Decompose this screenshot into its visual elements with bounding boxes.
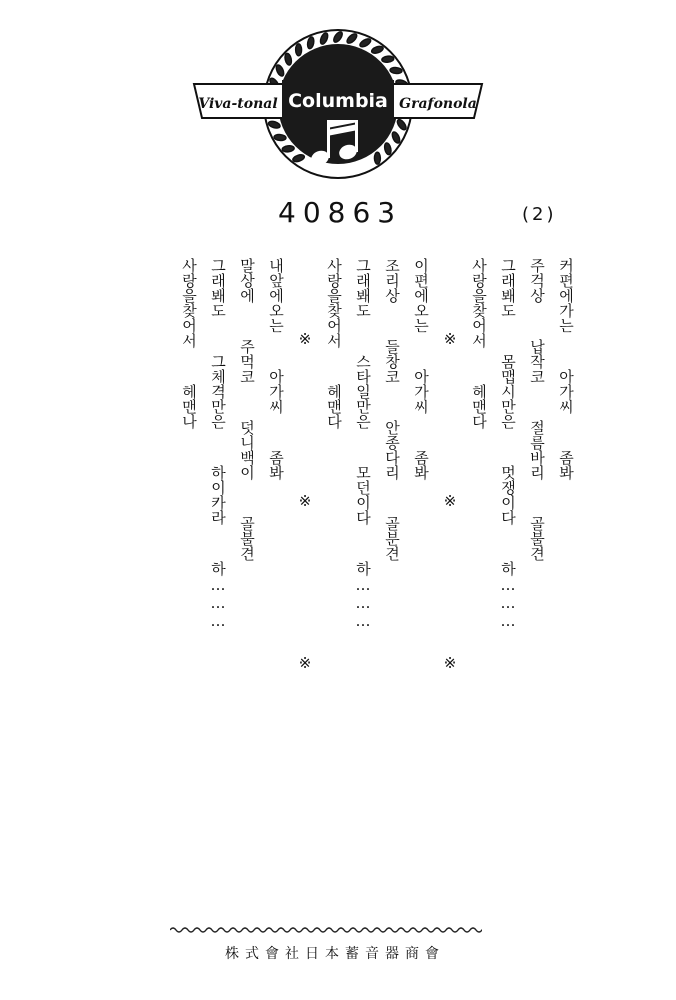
lyric-line: 그래봬도 그체격만은 하이카라 하……… xyxy=(209,258,227,630)
logo-center-text: Columbia xyxy=(288,90,388,112)
lyric-line: ※ ※ ※ xyxy=(441,258,459,672)
lyric-line: 이편에오는 아가씨 좀봐 xyxy=(412,258,430,480)
lyric-line: 조리상 들창코 안종다리 골분견 xyxy=(383,258,401,561)
lyric-line: 사랑을찾어서 헤맨다 xyxy=(325,258,343,429)
lyric-line: ※ ※ ※ xyxy=(296,258,314,672)
lyric-line: 사랑을찾어서 헤맨나 xyxy=(180,258,198,429)
lyric-line: 사랑을찾어서 헤맨다 xyxy=(470,258,488,429)
lyric-line: 그래봬도 스타일만은 모던이다 하……… xyxy=(354,258,372,630)
lyric-line: 주걱상 납작코 절름바리 골불견 xyxy=(528,258,546,561)
side-label: (2) xyxy=(522,204,557,225)
lyrics-block xyxy=(174,258,580,868)
lyric-line: 말상에 주먹코 덧니백이 골불견 xyxy=(238,258,256,561)
publisher-footer: 株式會社日本蓄音器商會 xyxy=(225,946,445,962)
wavy-divider xyxy=(170,924,482,936)
catalog-number: 40863 xyxy=(278,196,403,229)
lyric-line: 내앞에오는 아가씨 좀봐 xyxy=(267,258,285,480)
logo-right-text: Grafonola xyxy=(399,96,477,112)
lyric-line: 그래봬도 몸맵시만은 멋쟁이다 하……… xyxy=(499,258,517,630)
lyric-line: 커편에가는 아가씨 좀봐 xyxy=(557,258,575,480)
logo-left-text: Viva-tonal xyxy=(198,96,278,112)
columbia-logo xyxy=(190,22,486,182)
